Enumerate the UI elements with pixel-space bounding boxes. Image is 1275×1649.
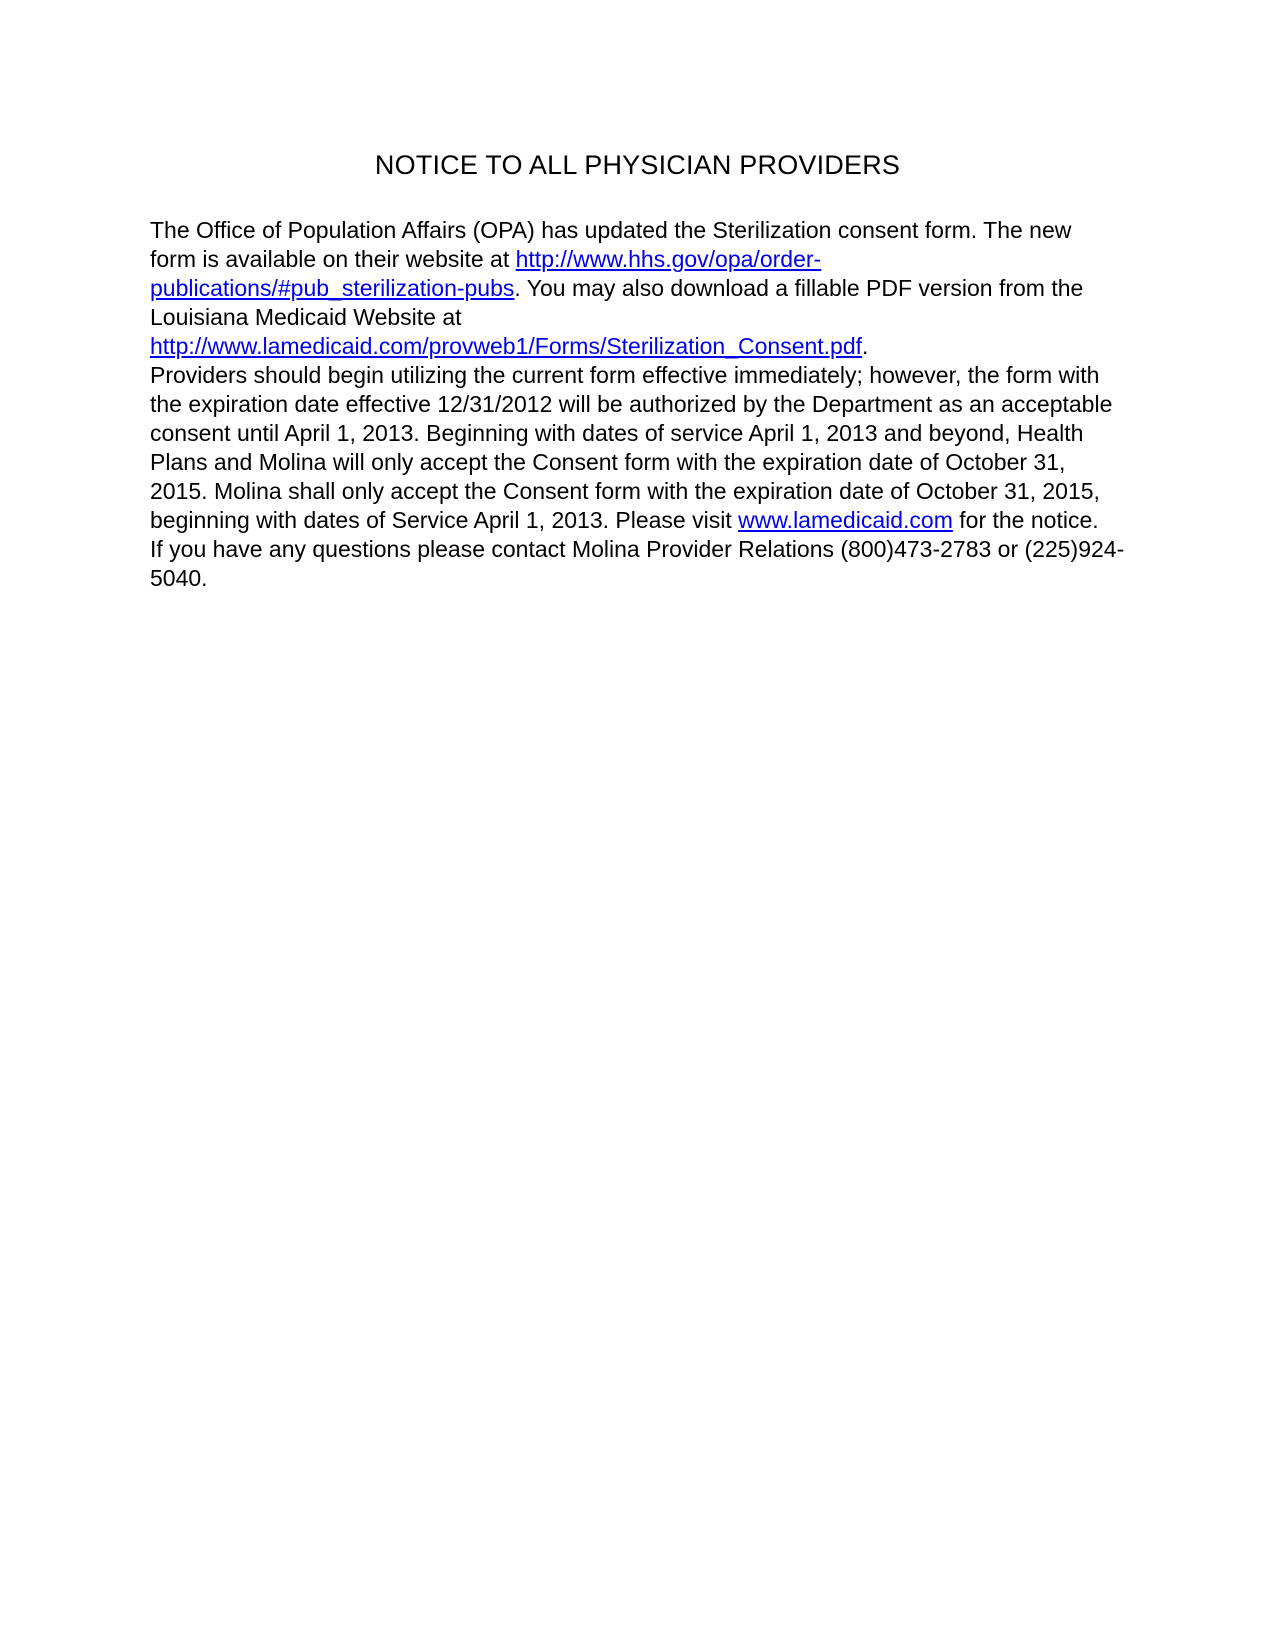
text-segment: The Office of Population Affairs (OPA) has updated the Sterilization consent form. The new bbox=[150, 217, 1072, 243]
text-segment: form is available on their website at bbox=[150, 246, 516, 272]
page-title: NOTICE TO ALL PHYSICIAN PROVIDERS bbox=[374, 150, 901, 180]
text-segment: 2015. Molina shall only accept the Consent form with the expiration date of October 31, 2015, bbox=[150, 478, 1100, 504]
text-line bbox=[150, 506, 1110, 535]
text-segment: . bbox=[862, 333, 869, 359]
text-segment: consent until April 1, 2013. Beginning with dates of service April 1, 2013 and beyond, Health bbox=[150, 420, 1084, 446]
hyperlink[interactable]: http://www.hhs.gov/opa/order- bbox=[515, 246, 822, 272]
text-line bbox=[150, 332, 1110, 361]
hyperlink[interactable]: www.lamedicaid.com bbox=[738, 507, 953, 533]
text-line bbox=[150, 245, 1110, 274]
text-segment: Plans and Molina will only accept the Consent form with the expiration date of October 31, bbox=[150, 449, 1066, 475]
text-line bbox=[150, 535, 1125, 564]
text-line bbox=[150, 477, 1110, 506]
notice-body bbox=[150, 216, 1125, 593]
text-line bbox=[150, 303, 1110, 332]
text-segment: If you have any questions please contact Molina Provider Relations (800)473-2783 or (225)924- bbox=[150, 536, 1125, 562]
text-line bbox=[150, 390, 1113, 419]
text-line bbox=[150, 361, 1110, 390]
text-segment: for the notice. bbox=[952, 507, 1099, 533]
text-segment: Louisiana Medicaid Website at bbox=[150, 304, 462, 330]
hyperlink[interactable]: http://www.lamedicaid.com/provweb1/Forms/Sterilization_Consent.pdf bbox=[150, 333, 863, 359]
text-line bbox=[150, 274, 1110, 303]
text-segment: . You may also download a fillable PDF version from the bbox=[514, 275, 1084, 301]
text-segment: Providers should begin utilizing the current form effective immediately; however, the form with bbox=[150, 362, 1100, 388]
text-line bbox=[150, 564, 1110, 593]
text-segment: beginning with dates of Service April 1, 2013. Please visit bbox=[150, 507, 739, 533]
text-segment: 5040. bbox=[150, 565, 208, 591]
text-segment: the expiration date effective 12/31/2012 will be authorized by the Department as an acceptable bbox=[150, 391, 1113, 417]
text-line bbox=[150, 448, 1110, 477]
text-line bbox=[150, 419, 1110, 448]
hyperlink[interactable]: publications/#pub_sterilization-pubs bbox=[150, 275, 515, 301]
text-line bbox=[150, 216, 1110, 245]
